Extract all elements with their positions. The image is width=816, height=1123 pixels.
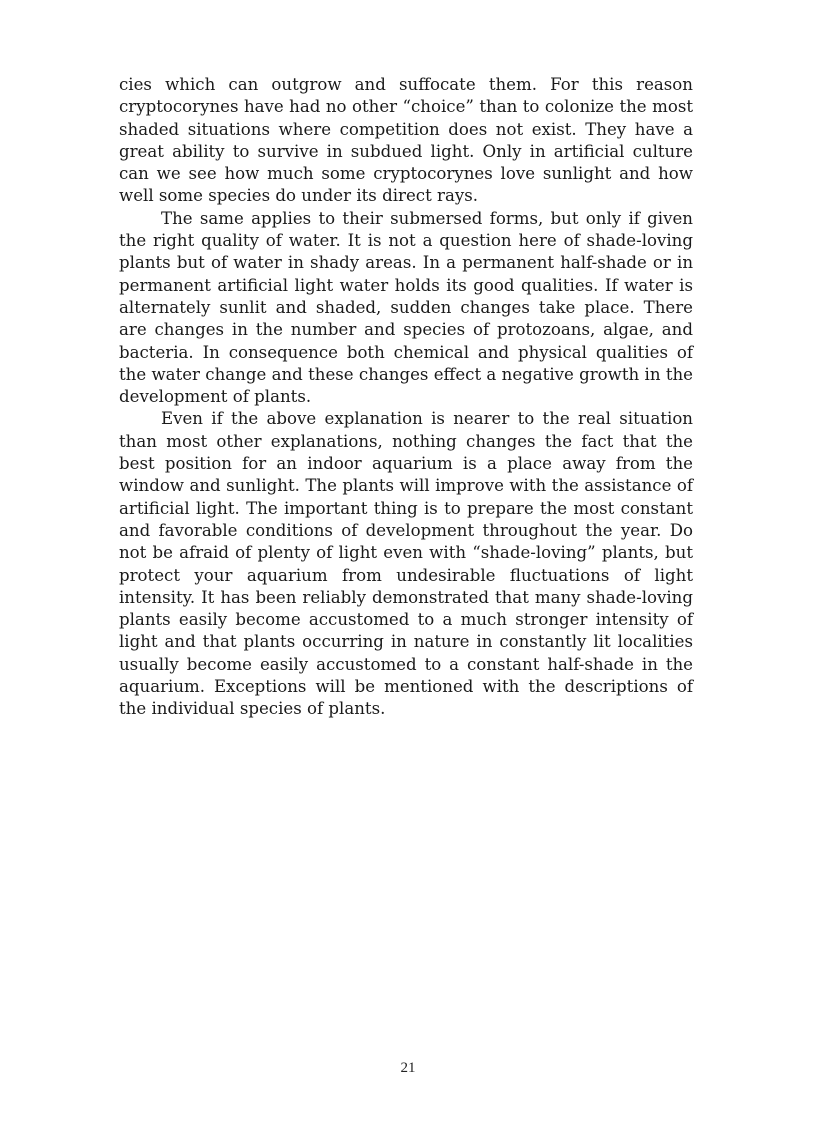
paragraph-1: cies which can outgrow and suffocate them. For this reason cryptocorynes have had no other “choice” than to colonize the most shaded situations where competition does not exist. They have a great ability to survive in subdued light. Only in artificial culture can we see how much some cryptocorynes love sunlight and how well some species do under its direct rays.: [119, 75, 693, 206]
body-text: [119, 74, 693, 721]
paragraph-2: The same applies to their submersed forms, but only if given the right quality of water. It is not a question here of shade-loving plants but of water in shady areas. In a permanent half-shade or in permanent artificial light water holds its good qualities. If water is alternately sunlit and shaded, sudden changes take place. There are changes in the number and species of protozoans, algae, and bacteria. In consequence both chemical and physical qualities of the water change and these changes effect a negative growth in the development of plants.: [119, 208, 693, 407]
paragraph-3: Even if the above explanation is nearer to the real situation than most other explanations, nothing changes the fact that the best position for an indoor aquarium is a place away from the window and sunlight. The plants will improve with the assistance of artificial light. The important thing is to prepare the most constant and favorable conditions of development throughout the year. Do not be afraid of plenty of light even with “shade-loving” plants, but protect your aquarium from undesirable fluctuations of light intensity. It has been reliably demonstrated that many shade-loving plants easily become accustomed to a much stronger intensity of light and that plants occurring in nature in constantly lit localities usually become easily accustomed to a constant half-shade in the aquarium. Exceptions will be mentioned with the descriptions of the individual species of plants.: [119, 409, 693, 719]
page-number: 21: [400, 1060, 416, 1076]
